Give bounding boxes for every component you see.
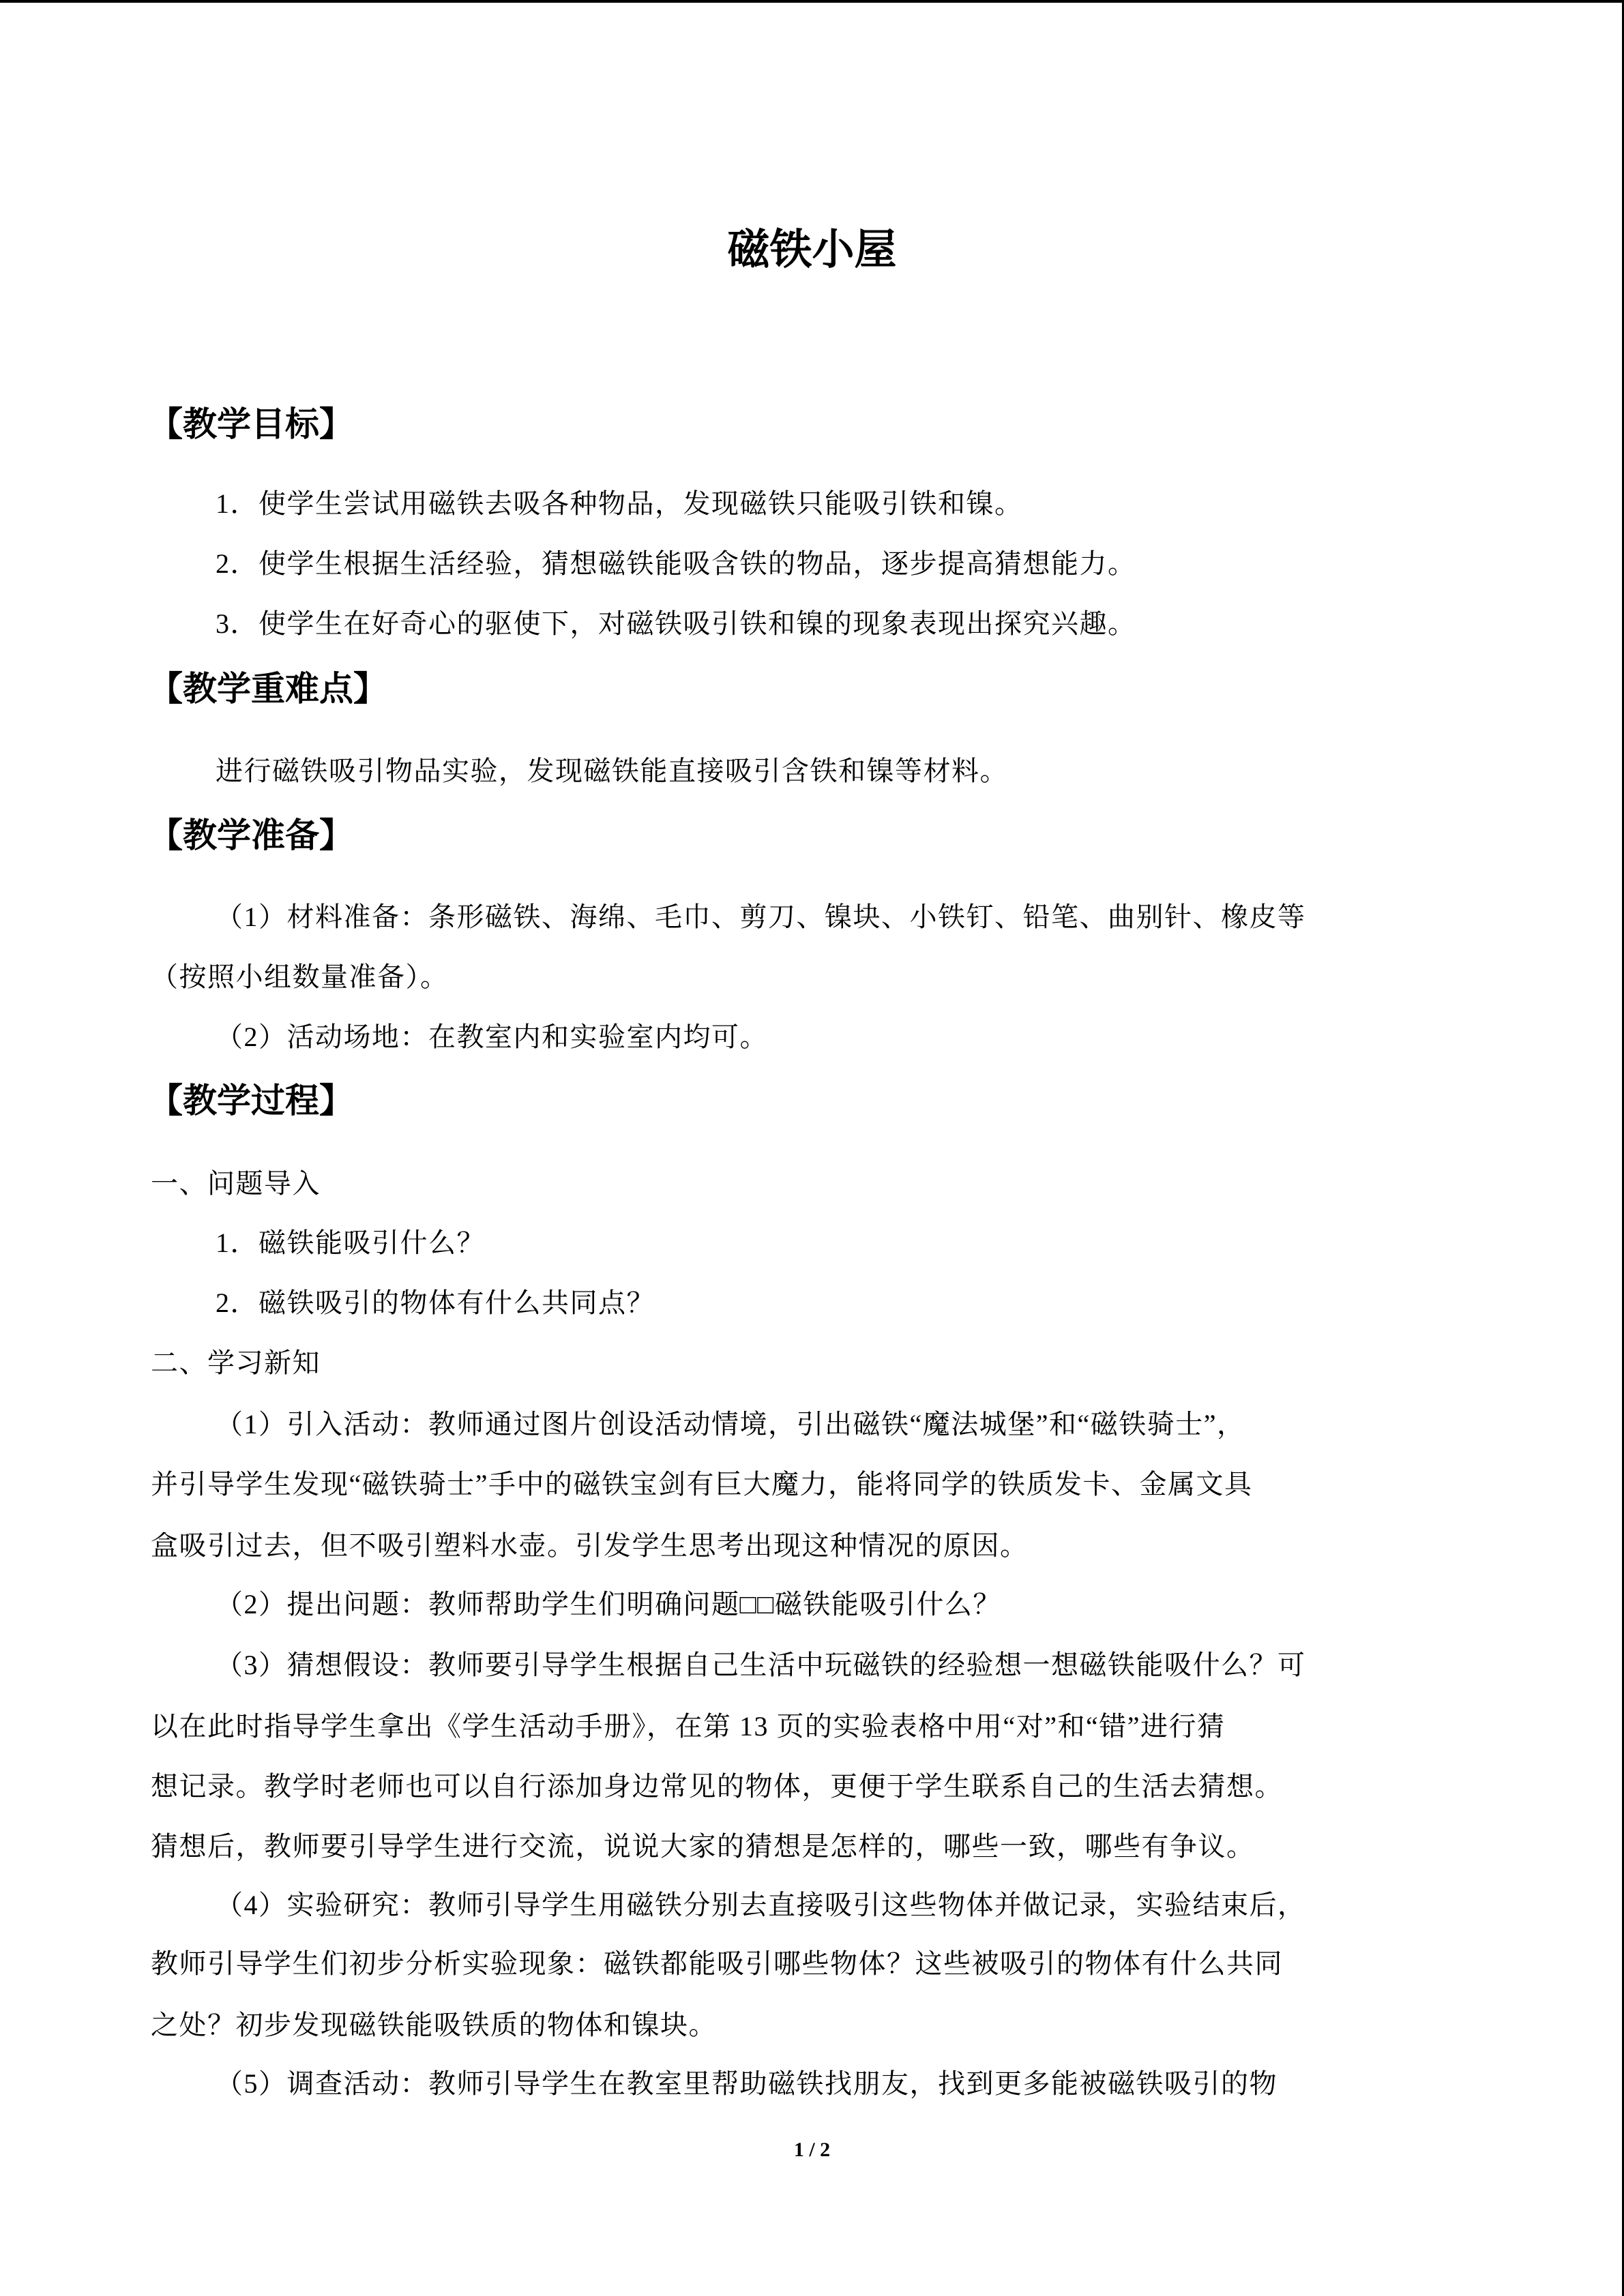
heading-key-points: 【教学重难点】 bbox=[149, 670, 387, 708]
objective-item: 3．使学生在好奇心的驱使下，对磁铁吸引铁和镍的现象表现出探究兴趣。 bbox=[216, 608, 1136, 639]
process-part-title: 一、问题导入 bbox=[151, 1168, 321, 1199]
preparation-line: （按照小组数量准备）。 bbox=[151, 961, 449, 992]
document-title: 磁铁小屋 bbox=[727, 227, 897, 273]
objective-item: 1．使学生尝试用磁铁去吸各种物品，发现磁铁只能吸引铁和镍。 bbox=[216, 488, 1023, 519]
process-line: 想记录。教学时老师也可以自行添加身边常见的物体，更便于学生联系自己的生活去猜想。 bbox=[151, 1771, 1283, 1802]
page-number: 1 / 2 bbox=[793, 2138, 831, 2161]
process-line: （5）调查活动：教师引导学生在教室里帮助磁铁找朋友，找到更多能被磁铁吸引的物 bbox=[216, 2068, 1278, 2099]
preparation-line: （2）活动场地：在教室内和实验室内均可。 bbox=[216, 1022, 768, 1052]
intro-question: 1．磁铁能吸引什么？ bbox=[216, 1227, 485, 1258]
objective-item: 2．使学生根据生活经验，猜想磁铁能吸含铁的物品，逐步提高猜想能力。 bbox=[216, 548, 1136, 579]
process-line: （1）引入活动：教师通过图片创设活动情境，引出磁铁“魔法城堡”和“磁铁骑士”， bbox=[216, 1409, 1245, 1440]
process-part-title: 二、学习新知 bbox=[151, 1347, 321, 1378]
process-line: 并引导学生发现“磁铁骑士”手中的磁铁宝剑有巨大魔力，能将同学的铁质发卡、金属文具 bbox=[151, 1469, 1253, 1500]
process-line: （3）猜想假设：教师要引导学生根据自己生活中玩磁铁的经验想一想磁铁能吸什么？可 bbox=[216, 1650, 1306, 1680]
heading-preparation: 【教学准备】 bbox=[149, 816, 353, 854]
process-line: 猜想后，教师要引导学生进行交流，说说大家的猜想是怎样的，哪些一致，哪些有争议。 bbox=[151, 1831, 1255, 1862]
heading-objectives: 【教学目标】 bbox=[149, 405, 353, 443]
process-line: （4）实验研究：教师引导学生用磁铁分别去直接吸引这些物体并做记录，实验结束后， bbox=[216, 1890, 1306, 1920]
intro-question: 2．磁铁吸引的物体有什么共同点？ bbox=[216, 1287, 655, 1318]
process-line: 以在此时指导学生拿出《学生活动手册》，在第 13 页的实验表格中用“对”和“错”进行猜 bbox=[151, 1711, 1226, 1742]
heading-process: 【教学过程】 bbox=[149, 1082, 353, 1120]
preparation-line: （1）材料准备：条形磁铁、海绵、毛巾、剪刀、镍块、小铁钉、铅笔、曲别针、橡皮等 bbox=[216, 901, 1306, 932]
process-line: （2）提出问题：教师帮助学生们明确问题□□磁铁能吸引什么？ bbox=[216, 1589, 1001, 1620]
key-points-text: 进行磁铁吸引物品实验，发现磁铁能直接吸引含铁和镍等材料。 bbox=[216, 756, 1008, 786]
process-line: 盒吸引过去，但不吸引塑料水壶。引发学生思考出现这种情况的原因。 bbox=[151, 1530, 1029, 1561]
process-line: 之处？初步发现磁铁能吸铁质的物体和镍块。 bbox=[151, 2010, 717, 2040]
process-line: 教师引导学生们初步分析实验现象：磁铁都能吸引哪些物体？这些被吸引的物体有什么共同 bbox=[151, 1948, 1283, 1979]
